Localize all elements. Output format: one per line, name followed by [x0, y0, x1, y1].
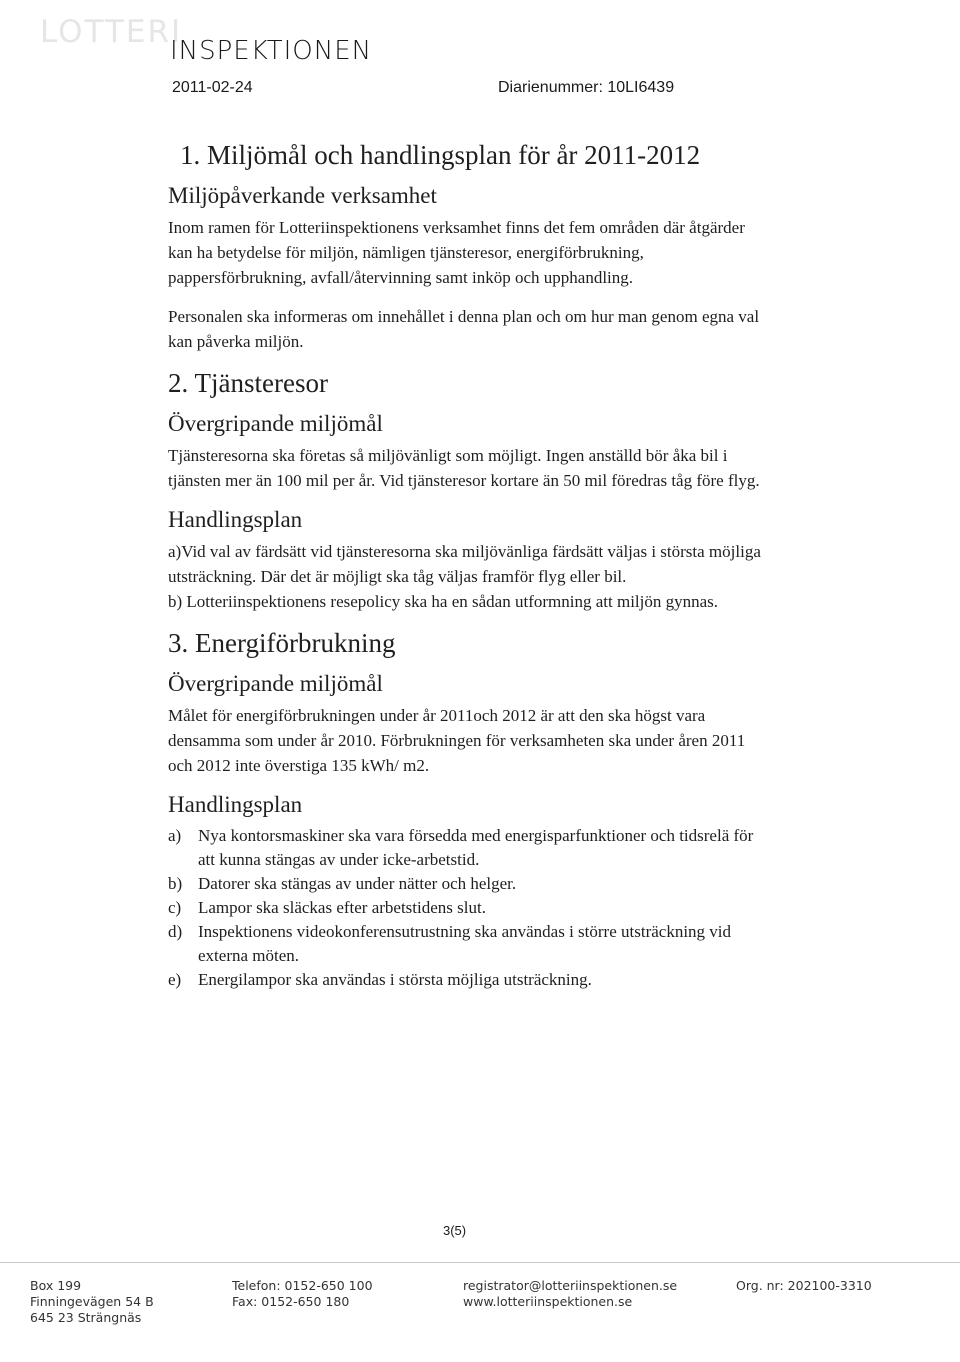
- footer-street: Finningevägen 54 B: [30, 1294, 154, 1309]
- list-item: [168, 968, 768, 992]
- document-body: [168, 140, 768, 992]
- section-2-plan-a: a)Vid val av färdsätt vid tjänsteresorna ska miljövänliga färdsätt väljas i största möjliga utsträckning. Där det är möjligt ska tåg väljas framför flyg eller bil.: [168, 542, 761, 586]
- document-diarienummer: Diarienummer: 10LI6439: [498, 79, 675, 96]
- list-item-text: Lampor ska släckas efter arbetstidens slut.: [198, 898, 486, 917]
- list-item: [168, 824, 768, 872]
- section-3-goal-text: Målet för energiförbrukningen under år 2011och 2012 är att den ska högst vara densamma som under år 2010. Förbrukningen för verksamheten ska under åren 2011 och 2012 inte överstiga 135 kWh/ m2.: [168, 706, 746, 775]
- document-date: 2011-02-24: [172, 79, 253, 96]
- footer-address: [30, 1278, 154, 1326]
- footer-email-link[interactable]: registrator@lotteriinspektionen.se: [463, 1278, 678, 1293]
- section-1-paragraph-2: Personalen ska informeras om innehållet i denna plan och om hur man genom egna val kan påverka miljön.: [168, 307, 760, 351]
- section-3-goal-heading: Övergripande miljömål: [168, 671, 383, 696]
- list-item-letter: e): [168, 970, 182, 989]
- list-item-letter: d): [168, 922, 183, 941]
- section-2-title: 2. Tjänsteresor: [168, 368, 328, 398]
- section-1-subtitle: Miljöpåverkande verksamhet: [168, 183, 437, 208]
- section-2-plan-b: b) Lotteriinspektionens resepolicy ska ha en sådan utformning att miljön gynnas.: [168, 592, 719, 611]
- footer-fax: Fax: 0152-650 180: [232, 1294, 350, 1309]
- list-item-letter: a): [168, 826, 182, 845]
- section-2-goal-text: Tjänsteresorna ska företas så miljövänligt som möjligt. Ingen anställd bör åka bil i tjänsten mer än 100 mil per år. Vid tjänsteresor kortare än 50 mil föredras tåg före flyg.: [168, 446, 760, 490]
- list-item: [168, 896, 768, 920]
- section-2-goal-heading: Övergripande miljömål: [168, 411, 383, 436]
- footer-contact-block: [463, 1278, 677, 1310]
- list-item: [168, 920, 768, 968]
- section-1-paragraph-1: Inom ramen för Lotteriinspektionens verksamhet finns det fem områden där åtgärder kan ha betydelse för miljön, nämligen tjänsteresor, energiförbrukning, pappersförbrukning, avfall/återvinning samt inköp och upphandling.: [168, 218, 745, 287]
- footer-web-link[interactable]: www.lotteriinspektionen.se: [463, 1294, 633, 1309]
- footer-divider: [0, 1262, 960, 1263]
- footer-org-number: Org. nr: 202100-3310: [736, 1278, 872, 1293]
- section-3-title: 3. Energiförbrukning: [168, 628, 396, 658]
- logo-faded-text: LOTTERI: [40, 14, 183, 50]
- section-3-plan-list: [168, 824, 768, 992]
- page-number: 3(5): [443, 1223, 467, 1238]
- footer-city: 645 23 Strängnäs: [30, 1310, 142, 1325]
- section-3-plan-heading: Handlingsplan: [168, 792, 303, 817]
- list-item-text: Energilampor ska användas i största möjliga utsträckning.: [198, 970, 592, 989]
- list-item: [168, 872, 768, 896]
- footer-phone-block: [232, 1278, 373, 1310]
- logo-main-text: INSPEKTIONEN: [170, 36, 373, 66]
- list-item-text: Inspektionens videokonferensutrustning ska användas i större utsträckning vid externa möten.: [198, 922, 732, 965]
- footer-box: Box 199: [30, 1278, 82, 1293]
- list-item-text: Datorer ska stängas av under nätter och helger.: [198, 874, 517, 893]
- list-item-letter: b): [168, 874, 183, 893]
- list-item-letter: c): [168, 898, 182, 917]
- section-2-plan-heading: Handlingsplan: [168, 507, 303, 532]
- list-item-text: Nya kontorsmaskiner ska vara försedda med energisparfunktioner och tidsrelä för att kunna stängas av under icke-arbetstid.: [198, 826, 754, 869]
- footer-phone: Telefon: 0152-650 100: [232, 1278, 373, 1293]
- section-1-title: 1. Miljömål och handlingsplan för år 2011-2012: [180, 140, 701, 170]
